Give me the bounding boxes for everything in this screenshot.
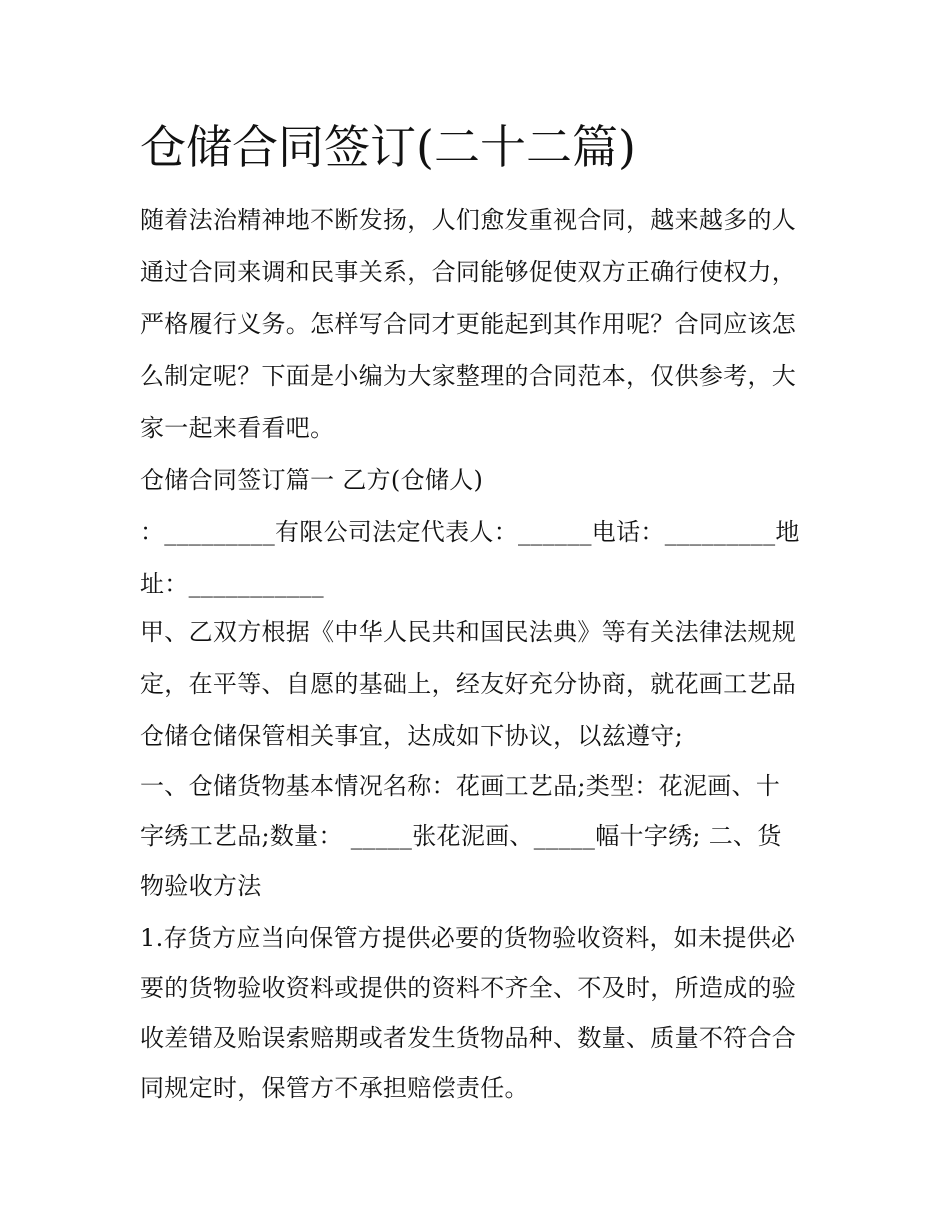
paragraph-line: 甲、乙双方根据《中华人民共和国民法典》等有关法律法规规 <box>140 618 797 646</box>
paragraph-line: 字绣工艺品;数量： _____张花泥画、_____幅十字绣; 二、货 <box>140 822 782 850</box>
paragraph-line: 家一起来看看吧。 <box>140 414 335 442</box>
paragraph-line: 通过合同来调和民事关系，合同能够促使双方正确行使权力， <box>140 258 797 286</box>
paragraph-line: 随着法治精神地不断发扬，人们愈发重视合同，越来越多的人 <box>140 206 797 234</box>
paragraph-line: 要的货物验收资料或提供的资料不齐全、不及时，所造成的验 <box>140 974 797 1002</box>
paragraph-line: 1.存货方应当向保管方提供必要的货物验收资料，如未提供必 <box>140 924 796 952</box>
section-heading: 仓储合同签订篇一 乙方(仓储人) <box>140 466 484 494</box>
paragraph-line: ：_________有限公司法定代表人：______电话：_________地 <box>140 518 800 546</box>
document-title: 仓储合同签订(二十二篇) <box>140 120 636 174</box>
paragraph-line: 严格履行义务。怎样写合同才更能起到其作用呢？合同应该怎 <box>140 310 797 338</box>
paragraph-line: 物验收方法 <box>140 872 262 900</box>
paragraph-line: 么制定呢？下面是小编为大家整理的合同范本，仅供参考，大 <box>140 362 797 390</box>
paragraph-line: 仓储仓储保管相关事宜，达成如下协议，以兹遵守; <box>140 722 683 750</box>
paragraph-line: 定，在平等、自愿的基础上，经友好充分协商，就花画工艺品 <box>140 670 797 698</box>
paragraph-line: 一、仓储货物基本情况名称：花画工艺品;类型：花泥画、十 <box>140 772 781 800</box>
paragraph-line: 址：___________ <box>140 570 324 598</box>
paragraph-line: 收差错及贻误索赔期或者发生货物品种、数量、质量不符合合 <box>140 1024 797 1052</box>
paragraph-line: 同规定时，保管方不承担赔偿责任。 <box>140 1074 529 1102</box>
